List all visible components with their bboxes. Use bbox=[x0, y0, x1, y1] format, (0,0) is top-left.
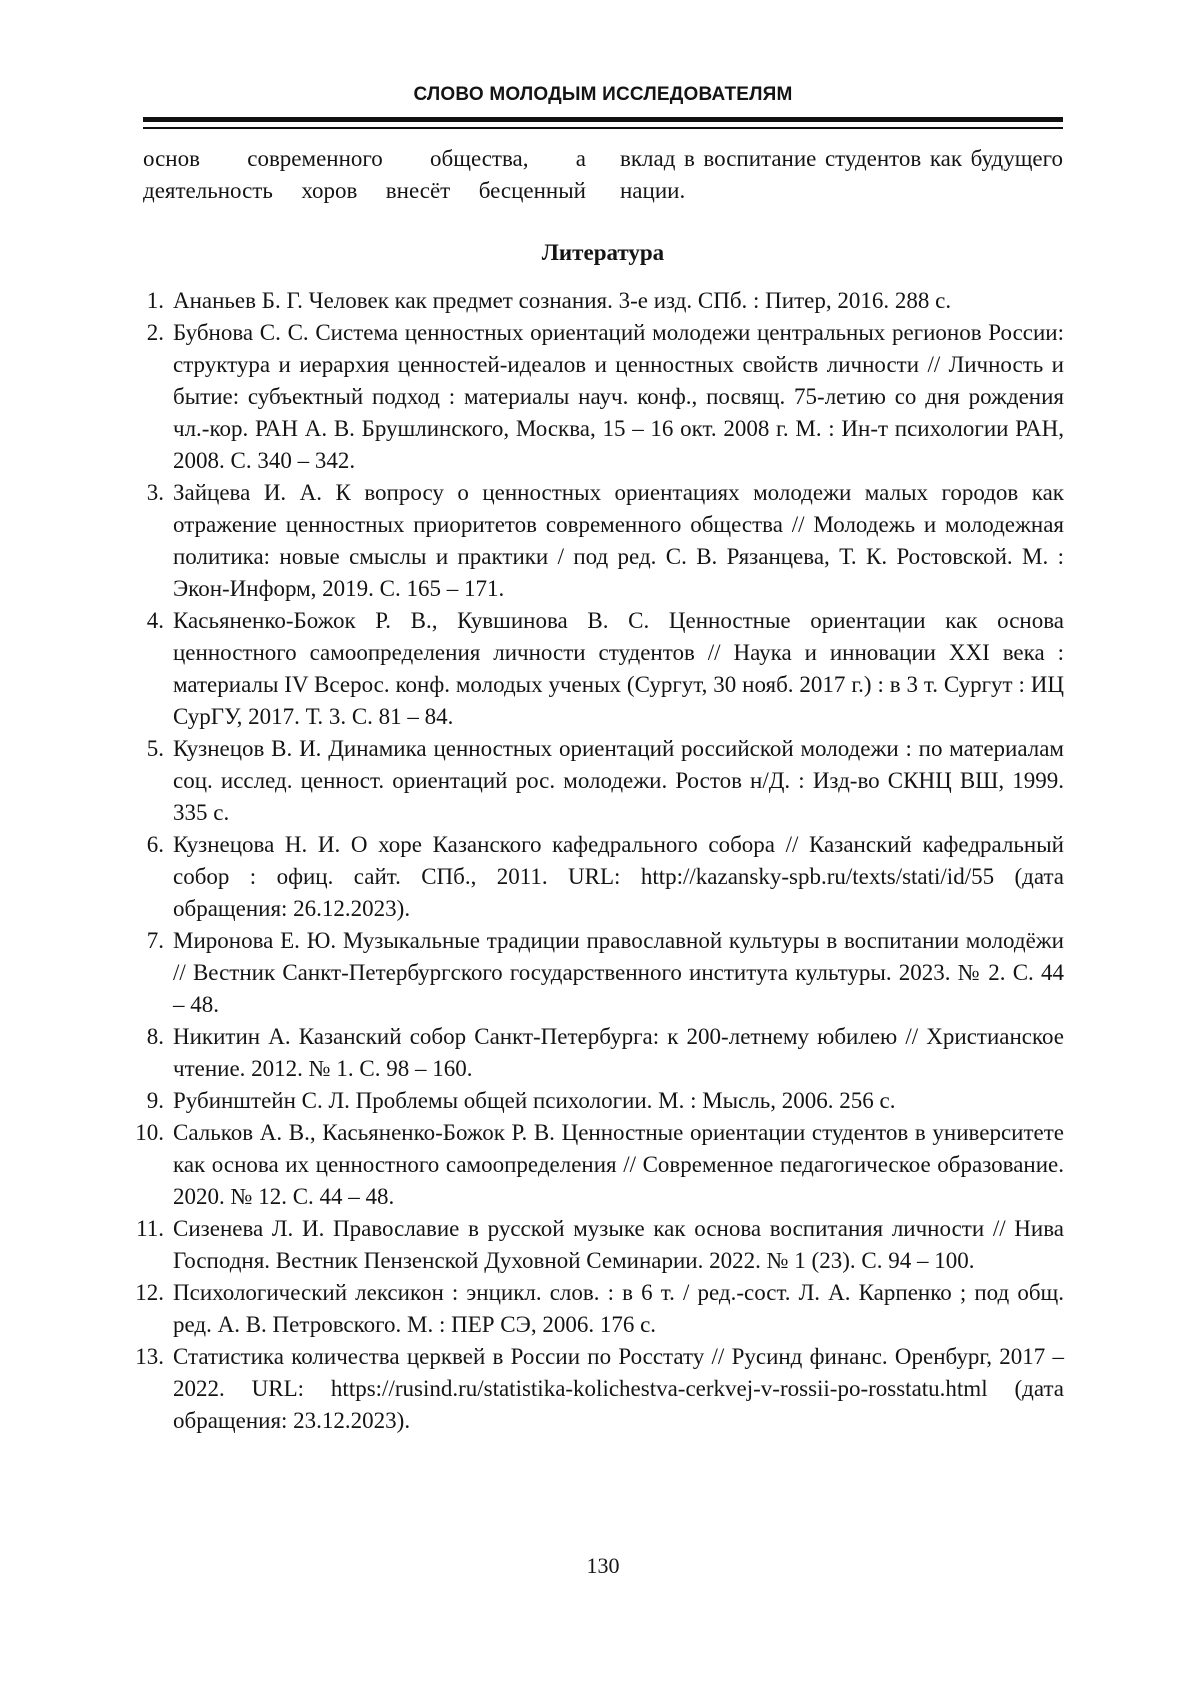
reference-item bbox=[143, 1021, 1064, 1085]
reference-item bbox=[135, 1277, 1064, 1341]
reference-number: 5. bbox=[146, 736, 164, 761]
reference-item bbox=[143, 829, 1064, 925]
reference-item bbox=[143, 1085, 1064, 1117]
body-text-left: основ современного общества, а деятельность хоров внесёт бесценный bbox=[143, 146, 586, 203]
header-rule-thick bbox=[143, 117, 1063, 122]
reference-text: Рубинштейн С. Л. Проблемы общей психологии. М. : Мысль, 2006. 256 с. bbox=[173, 1088, 896, 1113]
reference-text: Сальков А. В., Касьяненко-Божок Р. В. Ценностные ориентации студентов в университете как основа их ценностного самоопределения // Современное педагогическое образование. 2020. № 12. С. 44 – 48. bbox=[173, 1120, 1064, 1209]
body-text-right: вклад в воспитание студентов как будущего нации. bbox=[620, 146, 1063, 203]
reference-text: Касьяненко-Божок Р. В., Кувшинова В. С. Ценностные ориентации как основа ценностного самоопределения личности студентов // Наука и инновации XXI века : материалы IV Всерос. конф. молодых ученых (Сургут, 30 нояб. 2017 г.) : в 3 т. Сургут : ИЦ СурГУ, 2017. Т. 3. С. 81 – 84. bbox=[173, 608, 1064, 729]
references-heading: Литература bbox=[541, 240, 665, 265]
reference-item bbox=[136, 1213, 1064, 1277]
reference-item bbox=[143, 477, 1064, 605]
reference-number: 11. bbox=[136, 1216, 164, 1241]
reference-item bbox=[143, 317, 1064, 477]
reference-item bbox=[135, 1341, 1064, 1437]
reference-item bbox=[143, 285, 1064, 317]
reference-item bbox=[143, 733, 1064, 829]
reference-text: Кузнецова Н. И. О хоре Казанского кафедрального собора // Казанский кафедральный собор : офиц. сайт. СПб., 2011. URL: http://kazansky-spb.ru/texts/stati/id/55 (дата обращения: 26.12.2023). bbox=[173, 832, 1064, 921]
reference-text: Психологический лексикон : энцикл. слов. : в 6 т. / ред.-сост. Л. А. Карпенко ; под общ. ред. А. В. Петровского. М. : ПЕР СЭ, 2006. 176 с. bbox=[173, 1280, 1064, 1337]
body-text-left-column bbox=[143, 143, 586, 207]
reference-number: 8. bbox=[146, 1024, 164, 1049]
reference-number: 13. bbox=[135, 1344, 164, 1369]
reference-text: Бубнова С. С. Система ценностных ориентаций молодежи центральных регионов России: структура и иерархия ценностей-идеалов и ценностных свойств личности // Личность и бытие: субъектный подход : материалы науч. конф., посвящ. 75-летию со дня рождения чл.-кор. РАН А. В. Брушлинского, Москва, 15 – 16 окт. 2008 г. М. : Ин-т психологии РАН, 2008. С. 340 – 342. bbox=[173, 320, 1064, 473]
reference-text: Кузнецов В. И. Динамика ценностных ориентаций российской молодежи : по материалам соц. исслед. ценност. ориентаций рос. молодежи. Ростов н/Д. : Изд-во СКНЦ ВШ, 1999. 335 с. bbox=[173, 736, 1064, 825]
reference-number: 2. bbox=[146, 320, 164, 345]
reference-text: Статистика количества церквей в России по Росстату // Русинд финанс. Оренбург, 2017 – 2022. URL: https://rusind.ru/statistika-kolichestva-cerkvej-v-rossii-po-rosstatu.html (дата обращения: 23.12.2023). bbox=[173, 1344, 1064, 1433]
header-rule-thin bbox=[143, 127, 1063, 129]
reference-number: 7. bbox=[146, 928, 164, 953]
references-list bbox=[135, 285, 1064, 1437]
reference-number: 4. bbox=[146, 608, 164, 633]
reference-text: Никитин А. Казанский собор Санкт-Петербурга: к 200-летнему юбилею // Христианское чтение. 2012. № 1. С. 98 – 160. bbox=[173, 1024, 1064, 1081]
reference-item bbox=[135, 1117, 1064, 1213]
reference-number: 6. bbox=[146, 832, 164, 857]
page-number: 130 bbox=[586, 1553, 620, 1578]
reference-text: Ананьев Б. Г. Человек как предмет сознания. 3-е изд. СПб. : Питер, 2016. 288 с. bbox=[173, 288, 952, 313]
reference-number: 3. bbox=[146, 480, 164, 505]
reference-text: Зайцева И. А. К вопросу о ценностных ориентациях молодежи малых городов как отражение ценностных приоритетов современного общества // Молодежь и молодежная политика: новые смыслы и практики / под ред. С. В. Рязанцева, Т. К. Ростовской. М. : Экон-Информ, 2019. С. 165 – 171. bbox=[173, 480, 1064, 601]
reference-number: 1. bbox=[146, 288, 164, 313]
body-text-right-column bbox=[620, 143, 1063, 207]
reference-text: Сизенева Л. И. Православие в русской музыке как основа воспитания личности // Нива Господня. Вестник Пензенской Духовной Семинарии. 2022. № 1 (23). С. 94 – 100. bbox=[173, 1216, 1064, 1273]
reference-number: 12. bbox=[135, 1280, 164, 1305]
reference-item bbox=[143, 925, 1064, 1021]
reference-number: 9. bbox=[146, 1088, 164, 1113]
reference-number: 10. bbox=[135, 1120, 164, 1145]
reference-text: Миронова Е. Ю. Музыкальные традиции православной культуры в воспитании молодёжи // Вестник Санкт-Петербургского государственного института культуры. 2023. № 2. С. 44 – 48. bbox=[173, 928, 1064, 1017]
reference-item bbox=[143, 605, 1064, 733]
running-header: СЛОВО МОЛОДЫМ ИССЛЕДОВАТЕЛЯМ bbox=[413, 84, 793, 105]
